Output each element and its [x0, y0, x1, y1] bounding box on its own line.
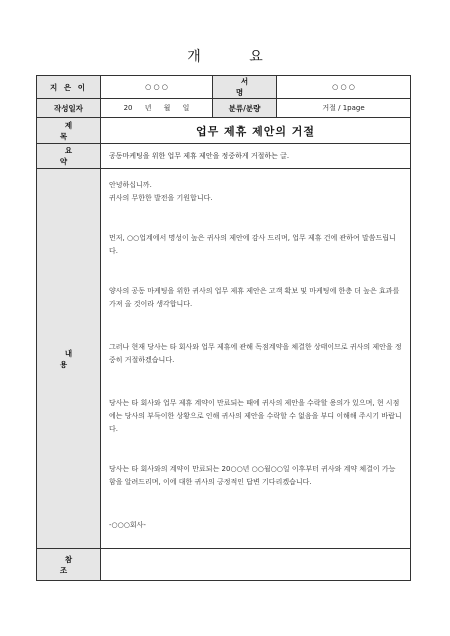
author-label: 지 은 이 [37, 76, 101, 99]
date-label: 작성일자 [37, 99, 101, 118]
content-paragraph: 당사는 타 회사와의 계약이 만료되는 20○○년 ○○월○○일 이후부터 귀사와 계약 체결이 가능함을 알려드리며, 이에 대한 귀사의 긍정적인 답변 기다리겠습니다. [109, 465, 396, 486]
content-paragraph: 양사의 공동 마케팅을 위한 귀사의 업무 제휴 제안은 고객 확보 및 마케팅에 한층 더 높은 효과를 가져 올 것이라 생각합니다. [109, 287, 400, 308]
summary-table [36, 75, 411, 581]
content-paragraph: 그러나 현재 당사는 타 회사와 업무 제휴에 관해 독점계약을 체결한 상태이므로 귀사의 제안을 정중히 거절하겠습니다. [109, 343, 402, 364]
page-title: 개 요 [187, 49, 285, 65]
summary-row [37, 144, 411, 169]
content-signoff: -○○○회사- [109, 521, 146, 529]
subject-label: 제 목 [37, 118, 101, 144]
signature-value: ○ ○ ○ [277, 76, 411, 99]
author-value: ○ ○ ○ [101, 76, 213, 99]
date-row [37, 99, 411, 118]
reference-value [101, 549, 411, 581]
subject-value: 업무 제휴 제안의 거절 [101, 118, 411, 144]
category-label: 분류/분량 [213, 99, 277, 118]
category-value: 거절 / 1page [277, 99, 411, 118]
author-row [37, 76, 411, 99]
summary-value: 공동마케팅을 위한 업무 제휴 제안을 정중하게 거절하는 글. [101, 144, 411, 169]
content-row [37, 169, 411, 549]
content-body [101, 169, 411, 549]
date-value: 20 년 월 일 [101, 99, 213, 118]
content-label: 내 용 [37, 169, 101, 549]
content-paragraph: 먼저, ○○업계에서 명성이 높은 귀사의 제안에 감사 드리며, 업무 제휴 건에 관하여 말씀드립니다. [109, 234, 396, 255]
subject-row [37, 118, 411, 144]
reference-row [37, 549, 411, 581]
signature-label: 서 명 [213, 76, 277, 99]
content-paragraph: 귀사의 무한한 발전을 기원합니다. [109, 194, 213, 202]
content-paragraph: 안녕하십니까. [109, 181, 152, 189]
reference-label: 참 조 [37, 549, 101, 581]
content-paragraph: 당사는 타 회사와 업무 제휴 계약이 만료되는 때에 귀사의 제안을 수락할 용의가 있으며, 현 시점에는 당사의 부득이한 상황으로 인해 귀사의 제안을 수락할 수 없음을 부디 이해해 주시기 바랍니다. [109, 399, 402, 433]
summary-label: 요 약 [37, 144, 101, 169]
